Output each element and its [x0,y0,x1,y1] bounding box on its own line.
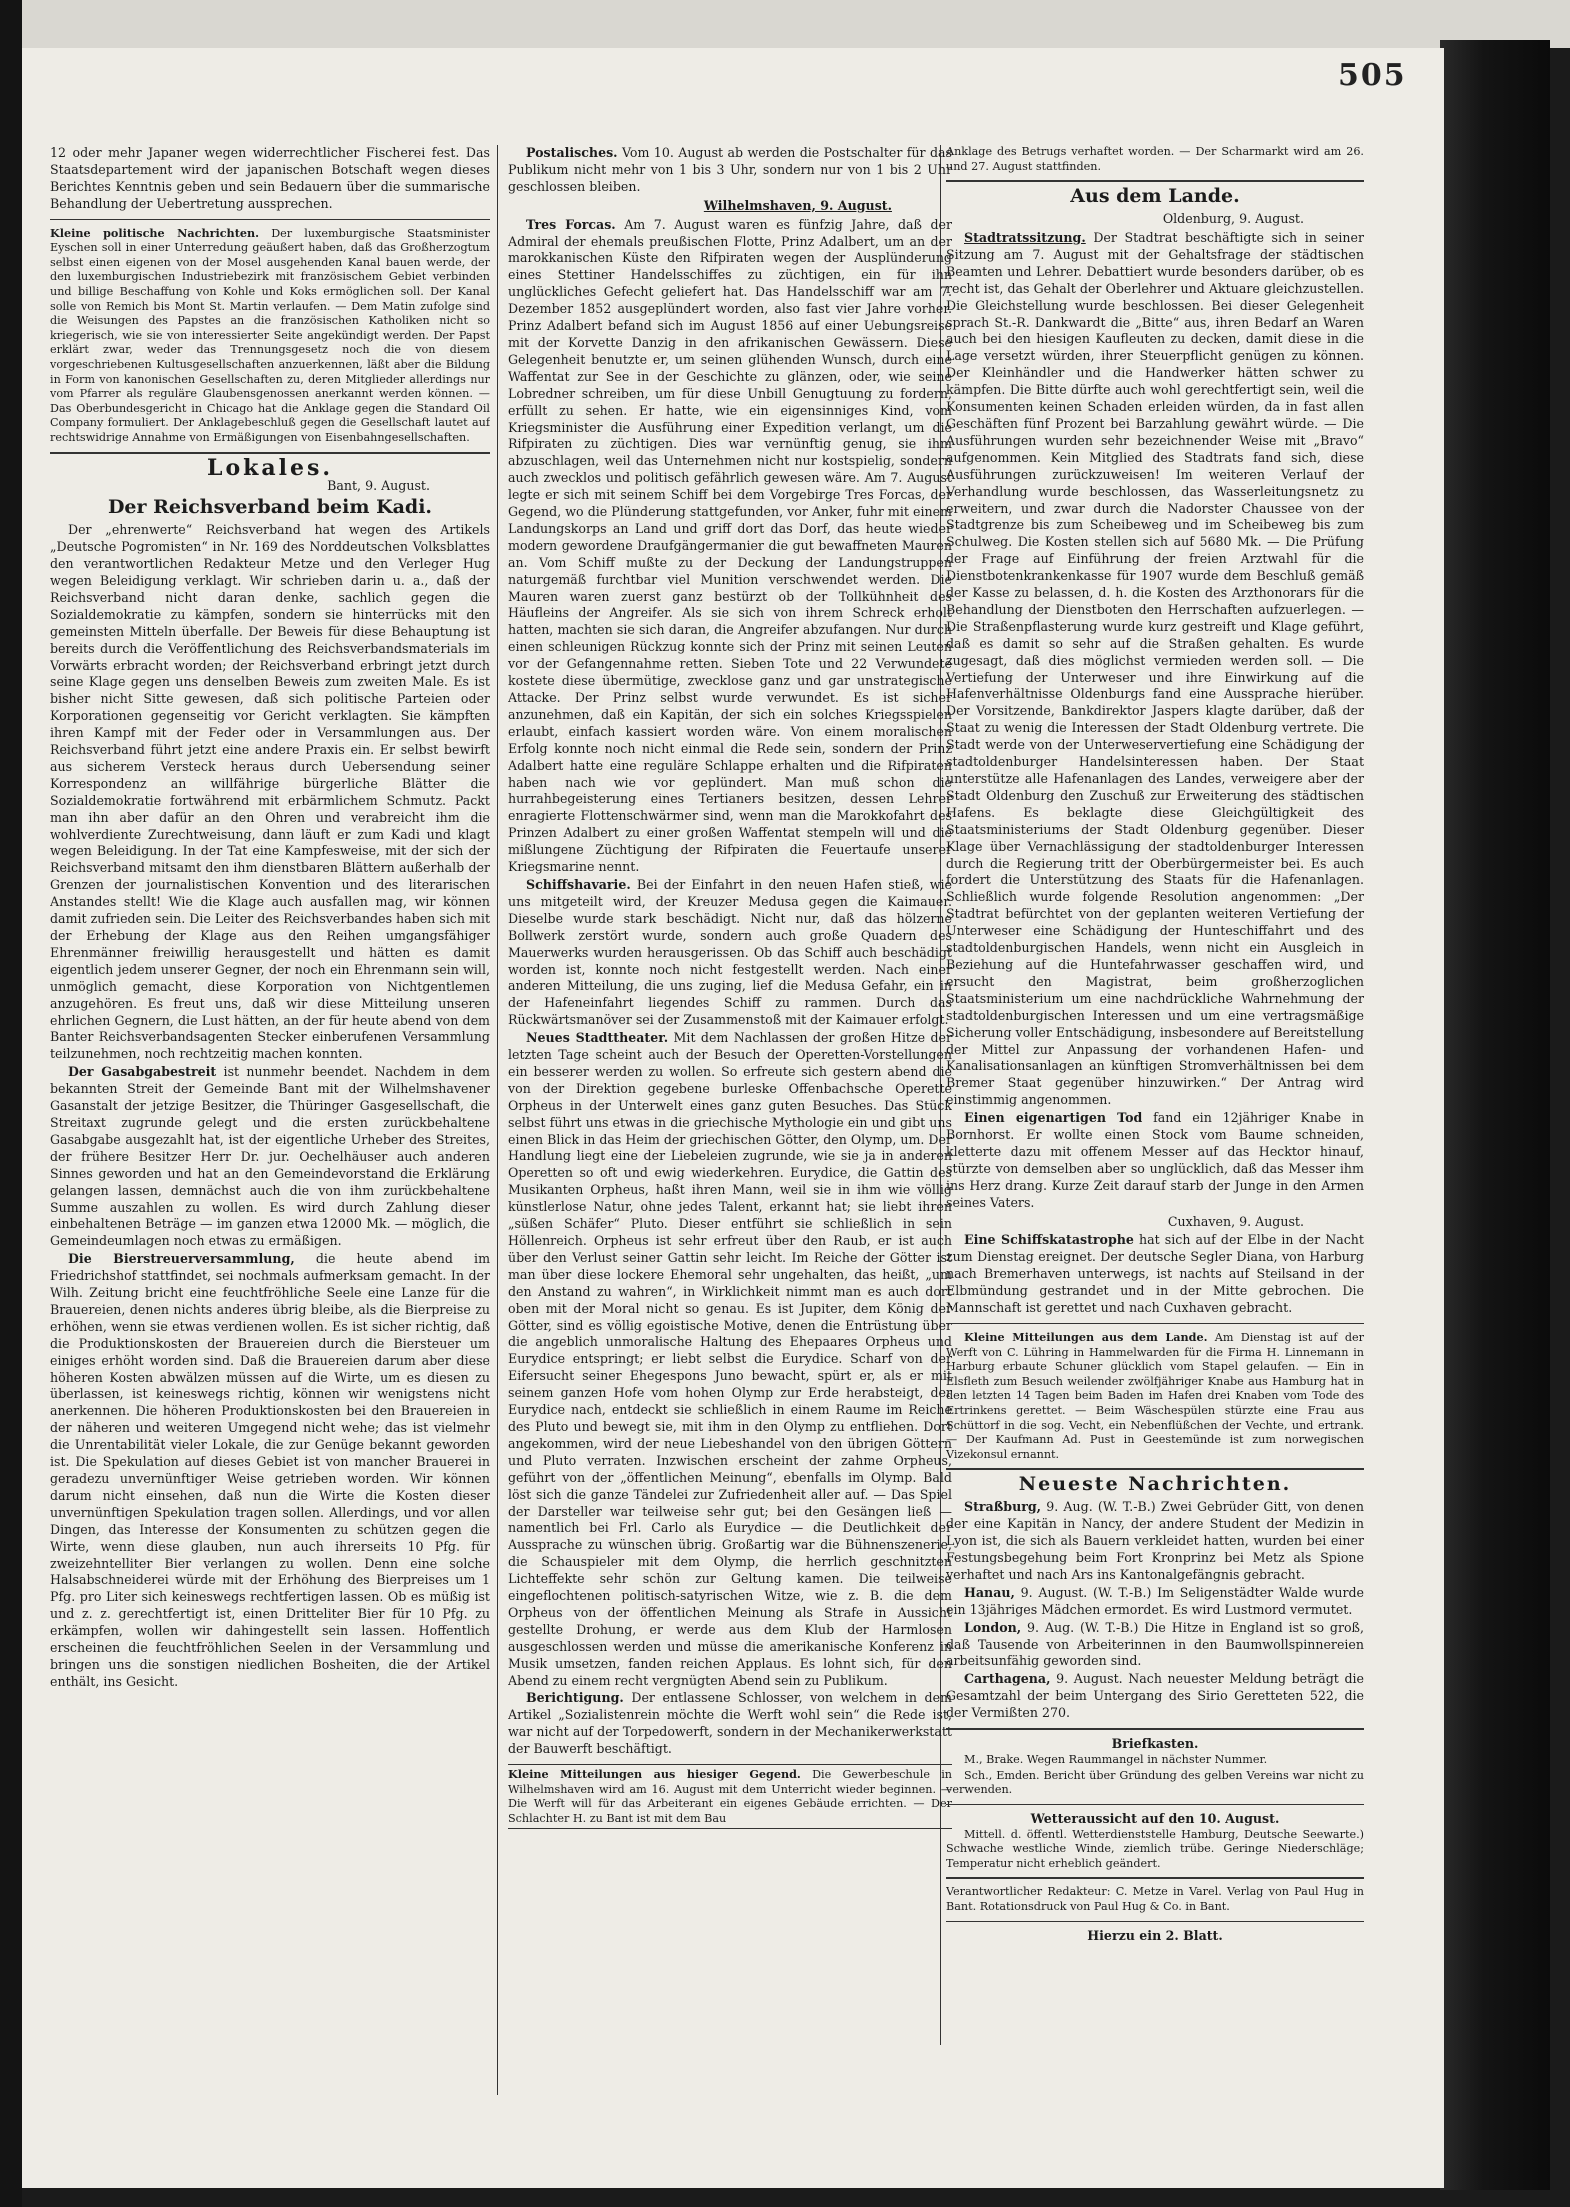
article-schiffshavarie [508,877,952,1029]
heading-kleine-politische: Kleine politische Nachrichten. [50,225,260,240]
text-schiffskatastrophe: hat sich auf der Elbe in der Nacht zum Dienstag ereignet. Der deutsche Segler Diana, von Harburg nach Bremerhaven unterwegs, ist nachts auf Steilsand in der Elbmündung gestrandet und in der Mitte gebrochen. Die Mannschaft ist gerettet und nach Cuxhaven gebracht. [946,1232,1364,1316]
divider [946,1728,1364,1730]
section-title-lokales: Lokales. [206,454,334,481]
dateline-cuxhaven: Cuxhaven, 9. August. [1167,1213,1304,1229]
news-london: London, 9. Aug. (W. T.-B.) Die Hitze in England ist so groß, daß Tausende von Arbeiterinnen in den Baumwollspinnereien arbeitsunfähig geworden sind. [946,1619,1364,1669]
divider [50,219,490,220]
heading-gasabgabe: Der Gasabgabestreit [68,1064,217,1080]
article-eigenartiger-tod [946,1110,1364,1211]
dateline-wilhelmshaven: Wilhelmshaven, 9. August. [703,197,892,213]
dateline-bant: Bant, 9. August. [327,478,430,494]
text-postalisches: Vom 10. August ab werden die Postschalter für das Publikum nicht mehr von 1 bis 3 Uhr, sondern nur von 1 bis 2 Uhr geschlossen bleiben. [508,145,952,194]
text-kleine-mitteilungen-lande: Am Dienstag ist auf der Werft von C. Lühring in Hammelwarden für die Firma H. Linnemann in Harburg erbaute Schuner glücklich vom Stapel gelaufen. — Ein in Elsfleth zum Besuch weilender zwölfjähriger Knabe aus Hamburg hat in den letzten 14 Tagen beim Baden im Hafen drei Knaben vom Tode des Ertrinkens gerettet. — Beim Wäschespülen stürzte eine Frau aus Schüttorf in die sog. Vecht, ein Nebenflüßchen der Vechte, und ertrank. — Der Kaufmann Ad. Pust in Geestemünde ist zum norwegischen Vizekonsul ernannt. [946,1331,1364,1461]
text-stadtratssitzung: Der Stadtrat beschäftigte sich in seiner Sitzung am 7. August mit der Gehaltsfrage der städtischen Beamten und Lehrer. Debattiert wurde besonders darüber, ob es recht ist, das Gehalt der Oberlehrer und Aktuare gleichzustellen. Die Gleichstellung wurde beschlossen. Bei dieser Gelegenheit sprach St.-R. Dankwardt die „Bitte“ aus, ihren Bedarf an Waren auch bei den hiesigen Kaufleuten zu decken, damit diese in die Lage versetzt würden, ihrer Steuerpflicht genügen zu können. Der Kleinhändler und die Handwerker hätten schwer zu kämpfen. Die Bitte dürfte auch wohl gerechtfertigt sein, weil die Konsumenten keinen Schaden erleiden würden, da in fast allen Geschäften fünf Prozent bei Barzahlung gewährt würde. — Die Ausführungen wurden sehr bezeichnender Weise mit „Bravo“ aufgenommen. Kein Mitglied des Stadtrats fand sich, diese Ausführungen zurückzuweisen! Im weiteren Verlauf der Verhandlung wurde beschlossen, das Wasserleitungsnetz zu erweitern, und zwar durch die Nadorster Chaussee von der Stadtgrenze bis zum Scheibeweg und im Scheibeweg bis zum Schulweg. Die Kosten stellen sich auf 5680 Mk. — Die Prüfung der Frage auf Einführung der freien Arztwahl für die Dienstbotenkrankenkasse für 1907 wurde dem Beschluß gemäß der Kasse zu belassen, d. h. die Kosten des Arzthonorars für die Behandlung der Dienstboten den Herrschaften aufzuerlegen. — Die Straßenpflasterung wurde kurz gestreift und Klage geführt, daß es damit so sehr auf die Straßen gehalten. Es wurde zugesagt, daß dies möglichst vermieden werden soll. — Die Vertiefung der Unterweser und ihre Einwirkung auf die Hafenverhältnisse Oldenburgs fand eine Aussprache hierüber. Der Vorsitzende, Bankdirektor Jaspers klagte darüber, daß der Staat zu wenig die Interessen der Stadt Oldenburg vertrete. Die Stadt werde von der Unterweservertiefung eine Schädigung der stadtoldenburger Handelsinteressen haben. Der Staat unterstütze alle Hafenanlagen des Landes, verweigere aber der Stadt Oldenburg den Zuschuß zur Erweiterung des städtischen Hafens. Es beklagte diese Gleichgültigkeit des Staatsministeriums der Stadt Oldenburg gegenüber. Dieser Klage über Vernachlässigung der stadtoldenburger Interessen durch die Regierung tritt der Oberbürgermeister bei. Es auch fordert die Unterstützung des Staats für die Hafenanlagen. Schließlich wurde folgende Resolution angenommen: „Der Stadtrat befürchtet von der geplanten weiteren Vertiefung der Unterweser eine Schädigung der Hunteschiffahrt und des stadtoldenburgischen Handels, wenn nicht ein Ausgleich in Beziehung auf die Huntefahrwasser geschaffen wird, und ersucht den Magistrat, beim großherzoglichen Staatsministerium um eine nachdrückliche Wahrnehmung der stadtoldenburgischen Interessen und um eine vertragsmäßige Sicherung voller Entschädigung, insbesondere auf Bereitstellung der Mittel zur Anpassung der vorhandenen Hafen- und Kanalisationsanlagen an künftigen Stromverhältnissen bei dem Bremer Staat gegenüber hinzuwirken.“ Der Antrag wird einstimmig angenommen. [946,230,1364,1108]
heading-schiffskatastrophe: Eine Schiffskatastrophe [964,1232,1134,1248]
news-hanau: Hanau, 9. August. (W. T.-B.) Im Seligenstädter Walde wurde ein 13jähriges Mädchen ermordet. Es wird Lustmord vermutet. [946,1584,1364,1617]
article-bierstreuer [50,1251,490,1691]
article-scharmarkt: Anklage des Betrugs verhaftet worden. — Der Scharmarkt wird am 26. und 27. August stattfinden. [946,145,1364,173]
text-kleine-politische: Der luxemburgische Staatsminister Eyschen soll in einer Unterredung geäußert haben, daß das Großherzogtum selbst einen eigenen von der Mosel ausgehenden Kanal bauen werde, der den luxemburgischen Industriebezirk mit französischem Gebiet verbinden und billige Beschaffung von Kohle und Koks ermöglichen soll. Der Kanal solle von Remich bis Mont St. Martin verlaufen. — Dem Matin zufolge sind die Weisungen des Papstes an die französischen Katholiken nicht so kriegerisch, wie sie von interessierter Seite angekündigt werden. Der Papst erklärt zwar, weder das Trennungsgesetz noch die von diesem vorgeschriebenen Kultusgesellschaften anzuerkennen, läßt aber die Bildung in Form von kanonischen Gesellschaften zu, deren Mitglieder allerdings nur vom Pfarrer als reguläre Glaubensgenossen anerkannt werden können. — Das Oberbundesgericht in Chicago hat die Anklage gegen die Standard Oil Company formuliert. Der Anklagebeschluß gegen die Gesellschaft lautet auf rechtswidrige Annahme von Ermäßigungen von Eisenbahngesellschaften. [50,226,490,444]
article-reichsverband: Der „ehrenwerte“ Reichsverband hat wegen des Artikels „Deutsche Pogromisten“ in Nr. 169 des Norddeutschen Volksblattes den verantwortlichen Redakteur Metze und den Verleger Hug wegen Beleidigung verklagt. Wir schrieben darin u. a., daß der Reichsverband nicht daran denke, sachlich gegen die Sozialdemokratie zu kämpfen, sondern sie hinterrücks mit den gemeinsten Mitteln überfalle. Der Beweis für diese Behauptung ist bereits durch die Veröffentlichung des Reichsverbandsmaterials im Vorwärts erbracht worden; der Reichsverband erbringt jetzt durch seine Klage gegen uns denselben Beweis zum zweiten Male. Es ist bisher nicht Sitte gewesen, daß sich politische Parteien oder Korporationen gegenseitig vor Gericht verklagten. Sie kämpften ihren Kampf mit der Feder oder in Versammlungen aus. Der Reichsverband führt jetzt eine andere Praxis ein. Er selbst bewirft aus sicherem Versteck heraus durch Uebersendung seiner Korrespondenz an willfährige bürgerliche Blätter die Sozialdemokratie fortwährend mit erbärmlichem Schmutz. Packt man ihn aber dafür an den Ohren und verabreicht ihm die wohlverdiente Zurechtweisung, dann läuft er zum Kadi und klagt wegen Beleidigung. In der Tat eine Kampfesweise, mit der sich der Reichsverband mitsamt den ihm dienstbaren Blättern außerhalb der Grenzen der journalistischen Konvention und des literarischen Anstandes stellt! Wie die Klage auch ausfallen mag, wir können damit zufrieden sein. Die Leiter des Reichsverbandes haben sich mit der Erhebung der Klage aus den Reihen umgangsfähiger Ehrenmänner freiwillig herausgestellt und hätten es damit eigentlich jedem unserer Gegner, der noch ein Ehrenmann sein will, unmöglich gemacht, diese Korporation von Nichtgentlemen anzugehören. Es freut uns, daß wir diese Mitteilung unseren ehrlichen Gegnern, die Lust hätten, an der für heute abend von dem Banter Reichsverbandsagenten Stecker einberufenen Versammlung teilzunehmen, noch rechtzeitig machen konnten. [50,522,490,1062]
section-title-neueste-nachrichten: Neueste Nachrichten. [1018,1473,1292,1496]
heading-postalisches: Postalisches. [526,145,618,160]
text-gasabgabe: ist nunmehr beendet. Nachdem in dem bekannten Streit der Gemeinde Bant mit der Wilhelmshavener Gasanstalt der jetzige Besitzer, die Thüringer Gasgesellschaft, die Streitaxt zugrunde gelegt und die ersten zurückbehaltene Gasabgabe ausgezahlt hat, ist der eigentliche Urheber des Streites, der frühere Besitzer Herr Dr. jur. Oechelhäuser auch anderen Sinnes geworden und hat an den Gemeindevorstand die Erklärung gelangen lassen, demnächst auch die von ihm zurückbehaltene Summe auszahlen zu wollen. Es wird durch Zahlung dieser einbehaltenen Beträge — im ganzen etwa 12000 Mk. — möglich, die Gemeindeumlagen noch etwas zu ermäßigen. [50,1064,490,1249]
page-number: 505 [1338,58,1407,93]
divider [946,180,1364,182]
article-title-reichsverband: Der Reichsverband beim Kadi. [107,496,433,519]
text-kleine-mitteilungen-gegend: Die Gewerbeschule in Wilhelmshaven wird am 16. August mit dem Unterricht wieder beginnen. — Die Werft will für das Arbeiterant ein eigenes Gebäude errichten. — Der Schlachter H. zu Bant ist mit dem Bau [508,1768,952,1825]
text-stadttheater: Mit dem Nachlassen der großen Hitze der letzten Tage scheint auch der Besuch der Operetten-Vorstellungen ein besserer werden zu wollen. So erfreute sich gestern abend die von der Direktion gegebene burleske Offenbachsche Operette Orpheus in der Unterwelt eines ganz guten Besuches. Das Stück selbst führt uns etwas in die griechische Mythologie ein und gibt uns einen Blick in das Heim der griechischen Götter, den Olymp, um. Der Handlung liegt eine der Liebeleien zugrunde, wie sie ja in anderen Operetten so oft und ewig wiederkehren. Eurydice, die Gattin des Musikanten Orpheus, haßt ihren Mann, weil sie in ihm wie völlig künstlerlose Natur, ohne jedes Talent, erkannt hat; sie liebt ihren „süßen Schäfer“ Pluto. Dieser entführt sie schließlich in sein Höllenreich. Orpheus ist sehr erfreut über den Raub, er ist auch über den Verlust seiner Gattin sehr leicht. Im Reiche der Götter ist man über diese lockere Ehemoral sehr ungehalten, das heißt, „um den Anstand zu wahren“, in Wirklichkeit nimmt man es auch dort oben mit der Moral nicht so genau. Es ist Jupiter, dem König der Götter, sind es völlig egoistische Motive, denen die Entrüstung über die angeblich unmoralische Haltung des Ehepaares Orpheus und Eurydice entspringt; er liebt selbst die Eurydice. Scharf von der Eifersucht seiner Ehegespons Juno bewacht, spürt er, als er mit seinem ganzen Hofe vom hohen Olymp zur Erde herabsteigt, der Eurydice nach, entdeckt sie schließlich in einem Raume im Reiche des Pluto und bewegt sie, mit ihm in den Olymp zu entfliehen. Dort angekommen, wird der neue Liebeshandel von den übrigen Göttern und Pluto verraten. Inzwischen erscheint der zahme Orpheus, geführt von der „öffentlichen Meinung“, ebenfalls im Olymp. Bald löst sich die ganze Tändelei zur Zufriedenheit aller auf. — Das Spiel der Darsteller war teilweise sehr gut; bei den Gesängen ließ — namentlich bei Frl. Carlo als Eurydice — die Deutlichkeit der Aussprache zu wünschen übrig. Großartig war die Bühnenszenerie, die Schauspieler mit dem Olymp, die herrlich geschnitzten Lichteffekte sehr schön zur Geltung kamen. Die teilweise eingeflochtenen politisch-satyrischen Witze, wie z. B. die dem Orpheus von der öffentlichen Meinung als Strafe in Aussicht gestellte Drohung, er werde aus dem Klub der Harmlosen ausgeschlossen werden und müsse die amerikanische Konferenz in Musik umsetzen, fanden reichen Applaus. Es lohnt sich, für den Abend zu einem recht vergnügten Abend sein zu Publikum. [508,1030,952,1688]
divider [946,1804,1364,1805]
heading-stadttheater: Neues Stadttheater. [526,1030,669,1046]
scan-top-border [0,0,1570,48]
article-kleine-mitteilungen-gegend [508,1764,952,1829]
article-kleine-mitteilungen-lande [946,1330,1364,1462]
heading-bierstreuer: Die Bierstreuerversammlung, [68,1251,295,1267]
text-eigenartiger-tod: fand ein 12jähriger Knabe in Bornhorst. Er wollte einen Stock vom Baume schneiden, kletterte dazu mit offenem Messer auf das Hecktor hinauf, stürzte von demselben aber so unglücklich, daß das Messer ihm ins Herz drang. Kurze Zeit darauf starb der Junge in den Armen seines Vaters. [946,1110,1364,1210]
article-berichtigung [508,1690,952,1758]
column-1 [50,145,490,2095]
column-3 [946,145,1364,2035]
article-stadttheater [508,1030,952,1689]
imprint: Verantwortlicher Redakteur: C. Metze in Varel. Verlag von Paul Hug in Bant. Rotationsdruck von Paul Hug & Co. in Bant. [946,1885,1364,1913]
heading-kleine-mitteilungen-lande: Kleine Mitteilungen aus dem Lande. [964,1330,1208,1344]
divider [50,452,490,454]
text-bierstreuer: die heute abend im Friedrichshof stattfindet, sei nochmals aufmerksam gemacht. In der Wilh. Zeitung bricht eine feuchtfröhliche Seele eine Lanze für die Brauereien, denen nichts anderes übrig bleibe, als die Bierpreise zu erhöhen, wenn sie etwas verdienen wollen. Es ist sicher richtig, daß die Produktionskosten der Brauereien durch die Biersteuer um einiges erhöht worden sind. Daß die Brauereien darum aber diese höheren Kosten abwälzen müssen auf die Wirte, um es diesen zu überlassen, ist keineswegs richtig, können wir wenigstens nicht anerkennen. Die höheren Produktionskosten bei den Brauereien in der näheren und weiteren Umgegend nicht wehe; das ist vielmehr die Unrentabilität vieler Lokale, die zur Genüge bekannt geworden ist. Die Spekulation auf dieses Gebiet ist von mancher Brauerei in geradezu unvernünftiger Weise getrieben worden. Wir können darum nicht einsehen, daß nun die Wirte die Kosten dieser unvernünftigen Spekulation tragen sollen. Allerdings, und vor allen Dingen, das Interesse der Konsumenten zu schützen gegen die Wirte, wenn diese glauben, nun auch ihrerseits 10 Pfg. für zweizehntelliter Bier verlangen zu wollen. Denn eine solche Halsabschneiderei würde mit der Erhöhung des Bierpreises um 1 Pfg. pro Liter sich keineswegs rechtfertigen lassen. Ob es müßig ist und z. z. gerechtfertigt ist, einen Dritteliter Bier für 10 Pfg. zu erkämpfen, wollen wir dahingestellt sein lassen. Hoffentlich erscheinen die feuchtfröhlichen Seelen in der Versammlung und bringen uns die sonstigen niedlichen Bosheiten, die der Artikel enthält, ins Gesicht. [50,1251,490,1689]
article-postalisches [508,145,952,196]
text-schiffshavarie: Bei der Einfahrt in den neuen Hafen stieß, wie uns mitgeteilt wird, der Kreuzer Medusa gegen die Kaimauer. Dieselbe wurde stark beschädigt. Nicht nur, daß das hölzerne Bollwerk zerstört wurde, sondern auch große Quadern des Mauerwerks wurden herausgerissen. Ob das Schiff auch beschädigt worden ist, konnte noch nicht festgestellt werden. Nach einer anderen Mitteilung, die uns zuging, lief die Medusa Gefahr, ein in der Hafeneinfahrt liegendes Schiff zu rammen. Durch das Rückwärtsmanöver sei der Zusammenstoß mit der Kaimauer erfolgt. [508,876,952,1028]
news-carthagena: Carthagena, 9. August. Nach neuester Meldung beträgt die Gesamtzahl der beim Untergang des Sirio Geretteten 522, die der Vermißten 270. [946,1671,1364,1721]
article-kleine-politische [50,226,490,446]
column-2 [508,145,952,2045]
dateline-oldenburg: Oldenburg, 9. August. [1162,211,1304,227]
heading-berichtigung: Berichtigung. [526,1690,624,1706]
divider [946,1921,1364,1922]
text-tres-forcas: Am 7. August waren es fünfzig Jahre, daß der Admiral der ehemals preußischen Flotte, Prinz Adalbert, um an der marokkanischen Küste den Rifpiraten wegen der Ausplünderung eines Stettiner Handelsschiffes zu züchtigen, ein für ihn unglückliches Gefecht geliefert hat. Das Handelsschiff war am 7. Dezember 1852 ausgeplündert worden, also fast vier Jahre vorher. Prinz Adalbert befand sich im August 1856 auf einer Uebungsreise mit der Korvette Danzig in den afrikanischen Gewässern. Diese Gelegenheit benutzte er, um seinen glühenden Wunsch, durch eine Waffentat zur See in der Geschichte zu glänzen, oder, wie seine Lobredner schreiben, um für diese Unbill Genugtuung zu fordern, erfüllt zu sehen. Er hatte, wie ein eigensinniges Kind, vom Kriegsminister die Ausführung einer Expedition verlangt, um die Rifpiraten zu züchtigen. Dies war vernünftig genug, sie ihm abzuschlagen, weil das Unternehmen nicht nur kostspielig, sondern auch zwecklos und politisch gefährlich gewesen wäre. Am 7. August legte er sich mit seinem Schiff bei dem Vorgebirge Tres Forcas, der Gegend, wo die Plünderung stattgefunden, vor Anker, fuhr mit einem Landungskorps an Land und griff dort das Dorf, das heute wieder modern gewordene Draufgängermanier die gut bewaffneten Mauren an. Vom Schiff mußte zu der Deckung der Landungstruppen naturgemäß furchtbar viel Munition verschwendet werden. Die Mauren waren zuerst ganz bestürzt ob der Tollkühnheit des Häufleins der Angreifer. Als sie sich von ihrem Schreck erholt hatten, machten sie sich daran, die Angreifer abzufangen. Nur durch einen schleunigen Rückzug konnte sich der Prinz mit seinen Leuten vor der Gefangennahme retten. Sieben Tote und 22 Verwundete kostete diese übermütige, zwecklose ganz und gar unstrategische Attacke. Der Prinz selbst wurde verwundet. Es ist sicher anzunehmen, daß ein Kapitän, der sich ein solches Kriegsspielen erlaubt, einfach kassiert worden wäre. Von einem moralischen Erfolg konnte noch nicht einmal die Rede sein, sondern der Prinz Adalbert hatte eine reguläre Schlappe erhalten und die Rifpiraten haben nach wie vor geplündert. Man muß schon die hurrahbegeisterung eines Tertianers besitzen, dessen Lehrer enragierte Flottenschwärmer sind, wenn man die Marokkofahrt des Prinzen Adalbert zu einer großen Waffentat stempeln will und die mißlungene Züchtigung der Rifpiraten die Feuertaufe unserer Kriegsmarine nennt. [508,216,952,875]
heading-kleine-mitteilungen-gegend: Kleine Mitteilungen aus hiesiger Gegend. [508,1767,801,1782]
section-title-aus-dem-lande: Aus dem Lande. [1070,185,1240,208]
article-schiffskatastrophe [946,1232,1364,1317]
weather-forecast: Mittell. d. öffentl. Wetterdienststelle Hamburg, Deutsche Seewarte.) Schwache westliche Winde, ziemlich trübe. Geringe Niederschläge; Temperatur nicht erheblich geändert. [946,1827,1364,1870]
heading-schiffshavarie: Schiffshavarie. [526,876,631,892]
heading-stadtratssitzung: Stadtratssitzung. [964,230,1086,245]
news-strassburg: Straßburg, 9. Aug. (W. T.-B.) Zwei Gebrüder Gitt, von denen der eine Kapitän in Nancy, der andere Student der Medizin in Lyon ist, die sich als Bauern verkleidet hatten, wurden bei einer Festungsbegehung beim Fort Kronprinz bei Metz als Spione verhaftet und nach Ars ins Kantonalgefängnis gebracht. [946,1499,1364,1582]
briefkasten-item-brake: M., Brake. Wegen Raummangel in nächster Nummer. [964,1752,1268,1766]
heading-tres-forcas: Tres Forcas. [526,216,616,232]
briefkasten-item-emden: Sch., Emden. Bericht über Gründung des gelben Vereins war nicht zu verwenden. [946,1768,1364,1797]
heading-eigenartiger-tod: Einen eigenartigen Tod [964,1110,1143,1126]
column-rule-1 [497,145,498,2095]
divider [946,1323,1364,1324]
article-stadtratssitzung [946,230,1364,1109]
divider [946,1468,1364,1470]
article-gasabgabe [50,1064,490,1250]
section-title-briefkasten: Briefkasten. [1111,1736,1199,1752]
section-title-wetter: Wetteraussicht auf den 10. August. [1030,1810,1280,1826]
text-berichtigung: Der entlassene Schlosser, von welchem in dem Artikel „Sozialistenrein möchte die Werft wohl sein“ die Rede ist, war nicht auf der Torpedowerft, sondern in der Mechanikerwerkstatt der Bauwerft beschäftigt. [508,1690,952,1757]
divider [946,1877,1364,1879]
article-japan-fishery: 12 oder mehr Japaner wegen widerrechtlicher Fischerei fest. Das Staatsdepartement wird der japanischen Botschaft wegen dieses Berichtes Kenntnis geben und sein Bedauern über die summarische Behandlung der Uebertretung aussprechen. [50,145,490,211]
scan-left-border [0,0,22,2207]
article-tres-forcas [508,217,952,876]
supplement-note: Hierzu ein 2. Blatt. [1087,1927,1223,1943]
book-binding [1440,40,1550,2190]
